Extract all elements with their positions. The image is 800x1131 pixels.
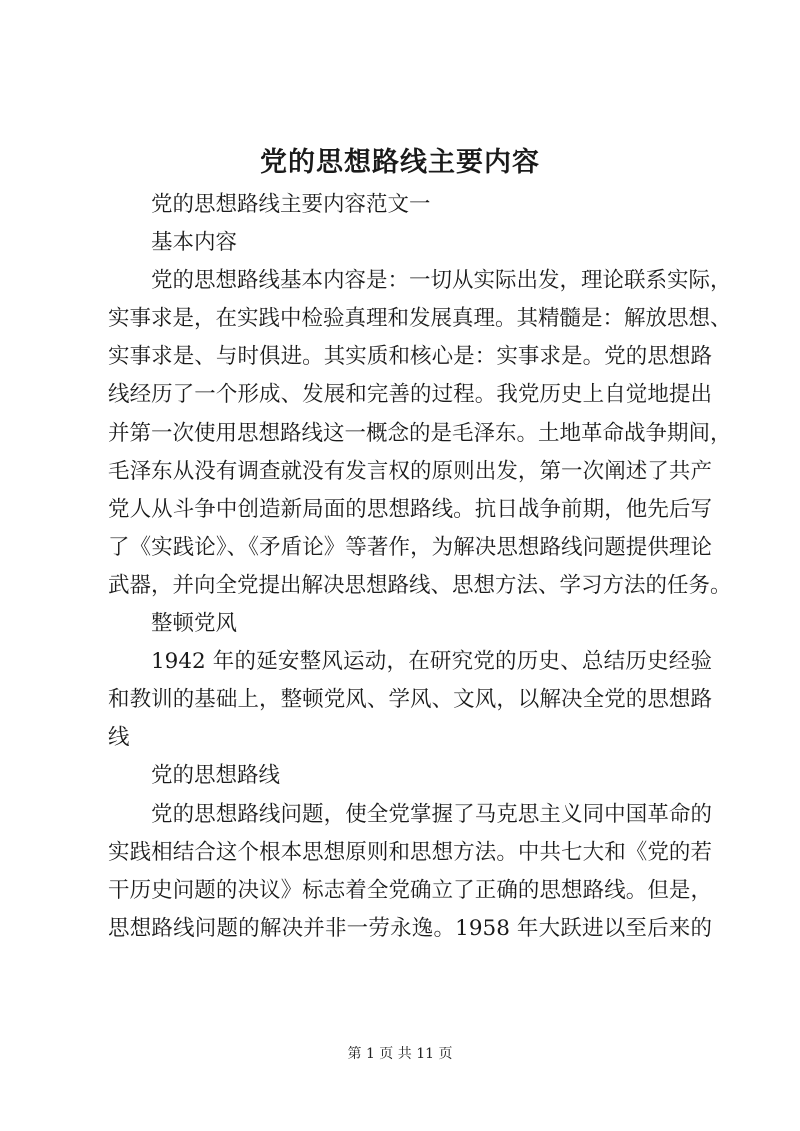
page-title: 党的思想路线主要内容	[260, 147, 540, 178]
section-heading: 基本内容	[151, 230, 238, 256]
paragraph-line: 和教训的基础上，整顿党风、学风、文风，以解决全党的思想路	[108, 687, 712, 713]
paragraph-line: 线	[108, 725, 130, 751]
paragraph-line: 武器，并向全党提出解决思想路线、思想方法、学习方法的任务。	[108, 572, 732, 598]
paragraph-line: 党人从斗争中创造新局面的思想路线。抗日战争前期，他先后写	[108, 496, 712, 522]
paragraph-line: 实践相结合这个根本思想原则和思想方法。中共七大和《党的若	[108, 839, 712, 865]
page-number-footer: 第 1 页 共 11 页	[347, 1046, 453, 1062]
paragraph-line: 党的思想路线基本内容是：一切从实际出发，理论联系实际，	[151, 268, 732, 294]
paragraph-line: 线经历了一个形成、发展和完善的过程。我党历史上自觉地提出	[108, 382, 712, 408]
body-text	[108, 186, 732, 948]
section-heading: 党的思想路线	[151, 763, 281, 789]
paragraph-line: 毛泽东从没有调查就没有发言权的原则出发，第一次阐述了共产	[108, 458, 712, 484]
section-heading: 整顿党风	[151, 611, 238, 637]
paragraph-line: 党的思想路线主要内容范文一	[151, 192, 431, 217]
paragraph-line: 实事求是、与时俱进。其实质和核心是：实事求是。党的思想路	[108, 344, 712, 370]
paragraph-line: 党的思想路线问题，使全党掌握了马克思主义同中国革命的	[151, 801, 712, 827]
paragraph-line: 了《实践论》、《矛盾论》等著作，为解决思想路线问题提供理论	[108, 534, 712, 560]
paragraph-line: 干历史问题的决议》标志着全党确立了正确的思想路线。但是，	[108, 877, 712, 903]
paragraph-line: 实事求是，在实践中检验真理和发展真理。其精髓是：解放思想、	[108, 306, 732, 332]
paragraph-line: 并第一次使用思想路线这一概念的是毛泽东。土地革命战争期间，	[108, 420, 732, 446]
paragraph-line: 1942 年的延安整风运动，在研究党的历史、总结历史经验	[151, 649, 712, 675]
paragraph-line: 思想路线问题的解决并非一劳永逸。1958 年大跃进以至后来的	[108, 915, 712, 941]
